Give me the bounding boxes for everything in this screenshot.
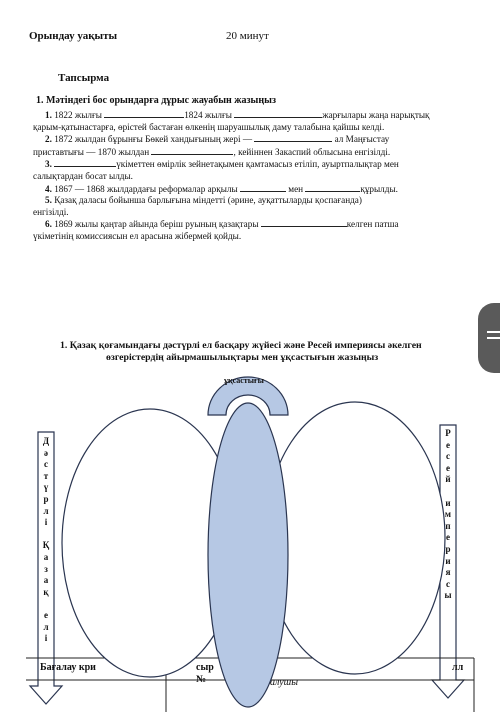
- task-item-2: 2. 1872 жылдан бұрынғы Бөкей хандығының жері — ал Маңғыстау: [45, 134, 390, 145]
- table-col-score: лл: [452, 662, 464, 673]
- section1-title: 1. Мәтіндегі бос орындарға дұрыс жауабын жазыңыз: [36, 95, 276, 106]
- center-ellipse: [208, 403, 288, 707]
- table-col-descriptor: алушы: [270, 677, 298, 688]
- time-label: Орындау уақыты: [29, 30, 118, 42]
- diagram-title: 1. Қазақ қоғамындағы дәстүрлі ел басқару жүйесі және Ресей империясы әкелген өзгерістердің айырмашылықтары мен ұқсастығын жазыңыз: [60, 340, 422, 363]
- left-arrow-label: Д ә с т ү р л і Қ а з а қ е л і: [42, 436, 50, 644]
- task-title: Тапсырма: [58, 72, 110, 84]
- assessment-criteria-label: Бағалау кри: [40, 662, 96, 673]
- similarity-label: ұқсастығы: [224, 376, 264, 385]
- task-item-4: 4. 1867 — 1868 жылдардағы реформалар арқылы мен құрылды.: [45, 183, 398, 194]
- right-circle: [265, 402, 445, 674]
- task-items: 1. 1822 жылғы 1824 жылғы жарғылары жаңа нарықтық қарым-қатынастарға, өрістей бастаған өлкенің шаруашылық даму талабына қайшы келді. 2. 1872 жылдан бұрынғы Бөкей хандығының жері — ал Маңғыстау приставтығы — 1870 жылдан , кейіннен Закаспий облысына енгізілді. 3. үкіметтен өмірлік зейнетақымен қамтамасыз етіліп, ауыртпалықтар мен салықтардан босат ылды. 4. 1867 — 1868 жылдардағы реформалар арқылы мен құрылды. 5. Қазақ даласы бойынша барлығына міндетті (әрине, ауқаттыларды қоспағанда) енгізілді. 6. 1869 жылы қаңтар айында беріш руының қазақтары келген патша үкіметінің комиссиясын ел арасына жібермей қойды.: [33, 109, 473, 243]
- task-item-3: 3. үкіметтен өмірлік зейнетақымен қамтамасыз етіліп, ауыртпалықтар мен: [45, 159, 399, 170]
- right-arrow-label: Р е с е й и м п е р и я с ы: [444, 428, 452, 601]
- task-item-1: 1. 1822 жылғы 1824 жылғы жарғылары жаңа нарықтық: [45, 110, 430, 120]
- table-col-number: №: [196, 674, 207, 685]
- time-value: 20 минут: [226, 30, 269, 42]
- task-item-6: 6. 1869 жылы қаңтар айында беріш руының қазақтары келген патша: [45, 219, 399, 230]
- table-col-label: сыр: [196, 662, 214, 673]
- task-item-5: 5. Қазақ даласы бойынша барлығына міндетті (әрине, ауқаттыларды қоспағанда): [45, 195, 362, 206]
